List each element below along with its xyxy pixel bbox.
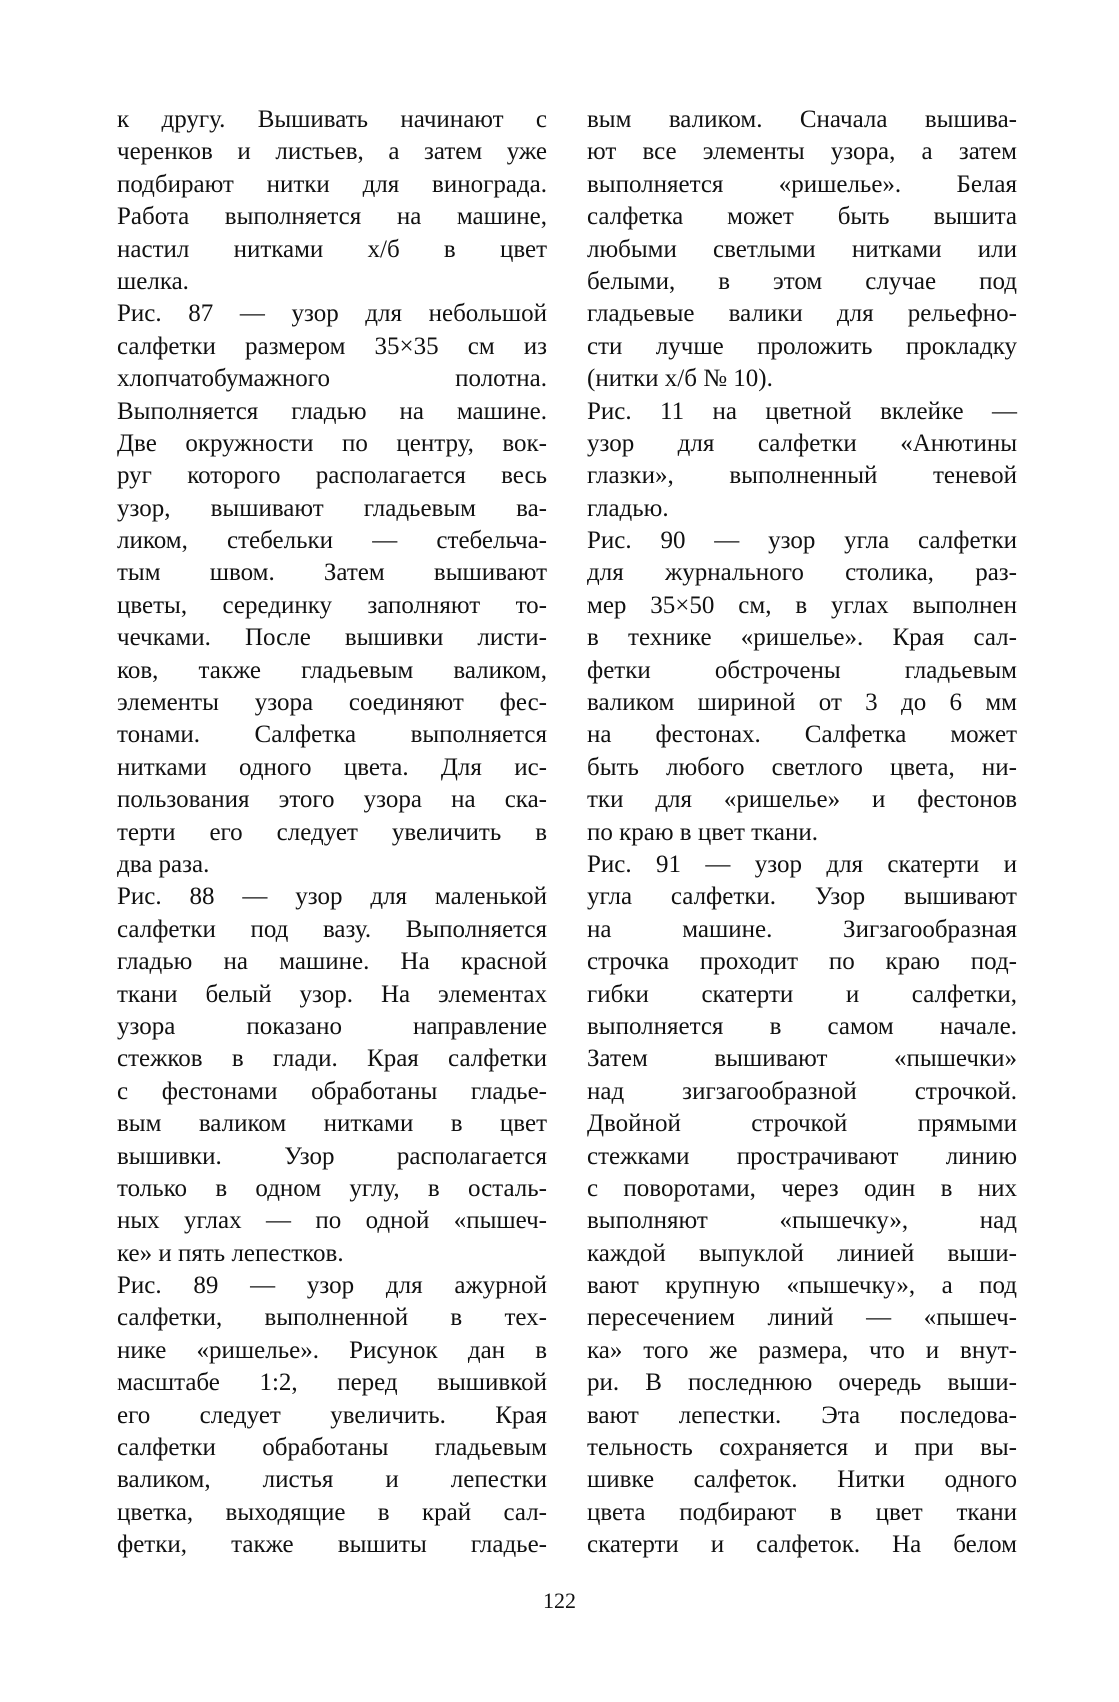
text-line: нитками одного цвета. Для ис- [117, 753, 547, 781]
text-line: строчка проходит по краю под- [587, 948, 1017, 976]
text-line: салфетки обработаны гладьевым [117, 1434, 547, 1462]
text-line: стежков в глади. Края салфетки [117, 1045, 547, 1073]
text-line: выполняется «ришелье». Белая [587, 170, 1017, 198]
text-line: угла салфетки. Узор вышивают [587, 883, 1017, 911]
text-line: нике «ришелье». Рисунок дан в [117, 1336, 547, 1364]
text-line: только в одном углу, в осталь- [117, 1174, 547, 1202]
text-line: цветы, серединку заполняют то- [117, 591, 547, 619]
text-line: по краю в цвет ткани. [587, 818, 818, 846]
text-line: на машине. Зигзагообразная [587, 915, 1017, 943]
text-line: с фестонами обработаны гладье- [117, 1077, 547, 1105]
text-line: Затем вышивают «пышечки» [587, 1045, 1017, 1073]
text-line: два раза. [117, 850, 210, 878]
text-line: валиком, листья и лепестки [117, 1466, 547, 1494]
text-line: терти его следует увеличить в [117, 818, 547, 846]
text-line: ков, также гладьевым валиком, [117, 656, 547, 684]
text-line: валиком шириной от 3 до 6 мм [587, 689, 1017, 717]
text-line: шивке салфеток. Нитки одного [587, 1466, 1017, 1494]
text-line: цветка, выходящие в край сал- [117, 1498, 547, 1526]
text-line: с поворотами, через один в них [587, 1174, 1017, 1202]
text-line: к другу. Вышивать начинают с [117, 106, 547, 133]
text-line: Рис. 90 — узор угла салфетки [587, 527, 1017, 555]
text-line: мер 35×50 см, в углах выполнен [587, 591, 1017, 619]
text-line: пересечением линий — «пышеч- [587, 1304, 1017, 1332]
right-text-column [587, 104, 1017, 1562]
text-line: любыми светлыми нитками или [587, 235, 1017, 263]
text-line: вышивки. Узор располагается [117, 1142, 547, 1170]
text-line: фетки, также вышиты гладье- [117, 1531, 547, 1559]
text-line: вают лепестки. Эта последова- [587, 1401, 1017, 1429]
text-line: гибки скатерти и салфетки, [587, 980, 1017, 1008]
text-line: Работа выполняется на машине, [117, 203, 547, 231]
text-line: над зигзагообразной строчкой. [587, 1077, 1017, 1105]
text-line: Рис. 89 — узор для ажурной [117, 1272, 547, 1300]
text-line: фетки обстрочены гладьевым [587, 656, 1017, 684]
text-line: масштабе 1:2, перед вышивкой [117, 1369, 547, 1397]
text-line: (нитки х/б № 10). [587, 365, 773, 393]
text-line: ке» и пять лепестков. [117, 1239, 344, 1267]
text-line: Рис. 11 на цветной вклейке — [587, 397, 1017, 425]
text-line: быть любого светлого цвета, ни- [587, 753, 1017, 781]
text-line: сти лучше проложить прокладку [587, 332, 1017, 360]
text-line: пользования этого узора на ска- [117, 786, 547, 814]
text-line: узор, вышивают гладьевым ва- [117, 494, 547, 522]
text-line: вым валиком нитками в цвет [117, 1110, 547, 1138]
text-line: руг которого располагается весь [117, 462, 547, 490]
text-line: салфетки размером 35×35 см из [117, 332, 547, 360]
text-line: узора показано направление [117, 1012, 547, 1040]
text-line: тым швом. Затем вышивают [117, 559, 547, 587]
text-line: Две окружности по центру, вок- [117, 429, 547, 457]
text-line: Двойной строчкой прямыми [587, 1110, 1017, 1138]
text-line: тки для «ришелье» и фестонов [587, 786, 1017, 814]
text-line: Выполняется гладью на машине. [117, 397, 547, 425]
text-line: стежками прострачивают линию [587, 1142, 1017, 1170]
text-line: гладьевые валики для рельефно- [587, 300, 1017, 328]
text-line: чечками. После вышивки листи- [117, 624, 547, 652]
text-line: выполняется в самом начале. [587, 1012, 1017, 1040]
left-text-column [117, 104, 547, 1562]
text-line: тельность сохраняется и при вы- [587, 1434, 1017, 1462]
text-line: выполняют «пышечку», над [587, 1207, 1017, 1235]
text-line: вым валиком. Сначала вышива- [587, 106, 1017, 133]
text-line: салфетка может быть вышита [587, 203, 1017, 231]
text-line: каждой выпуклой линией выши- [587, 1239, 1017, 1267]
text-line: в технике «ришелье». Края сал- [587, 624, 1017, 652]
page-number: 122 [543, 1588, 576, 1613]
text-line: для журнального столика, раз- [587, 559, 1017, 587]
text-line: тонами. Салфетка выполняется [117, 721, 547, 749]
text-line: ткани белый узор. На элементах [117, 980, 547, 1008]
text-line: вают крупную «пышечку», а под [587, 1272, 1017, 1300]
text-line: глазки», выполненный теневой [587, 462, 1017, 490]
text-line: цвета подбирают в цвет ткани [587, 1498, 1017, 1526]
text-line: подбирают нитки для винограда. [117, 170, 547, 198]
text-line: гладью на машине. На красной [117, 948, 547, 976]
text-line: шелка. [117, 267, 189, 295]
text-line: на фестонах. Салфетка может [587, 721, 1017, 749]
text-line: его следует увеличить. Края [117, 1401, 547, 1429]
text-line: белыми, в этом случае под [587, 267, 1017, 295]
text-line: настил нитками х/б в цвет [117, 235, 547, 263]
text-line: Рис. 91 — узор для скатерти и [587, 850, 1017, 878]
text-line: ликом, стебельки — стебельча- [117, 527, 547, 555]
text-line: ют все элементы узора, а затем [587, 138, 1017, 166]
text-line: элементы узора соединяют фес- [117, 689, 547, 717]
text-line: черенков и листьев, а затем уже [117, 138, 547, 166]
text-line: скатерти и салфеток. На белом [587, 1531, 1017, 1559]
text-line: хлопчатобумажного полотна. [117, 365, 547, 393]
text-line: Рис. 87 — узор для небольшой [117, 300, 547, 328]
text-line: ка» того же размера, что и внут- [587, 1336, 1017, 1364]
text-line: гладью. [587, 494, 669, 522]
text-line: ри. В последнюю очередь выши- [587, 1369, 1017, 1397]
text-line: Рис. 88 — узор для маленькой [117, 883, 547, 911]
text-line: салфетки под вазу. Выполняется [117, 915, 547, 943]
text-line: ных углах — по одной «пышеч- [117, 1207, 547, 1235]
text-line: узор для салфетки «Анютины [587, 429, 1017, 457]
text-line: салфетки, выполненной в тех- [117, 1304, 547, 1332]
